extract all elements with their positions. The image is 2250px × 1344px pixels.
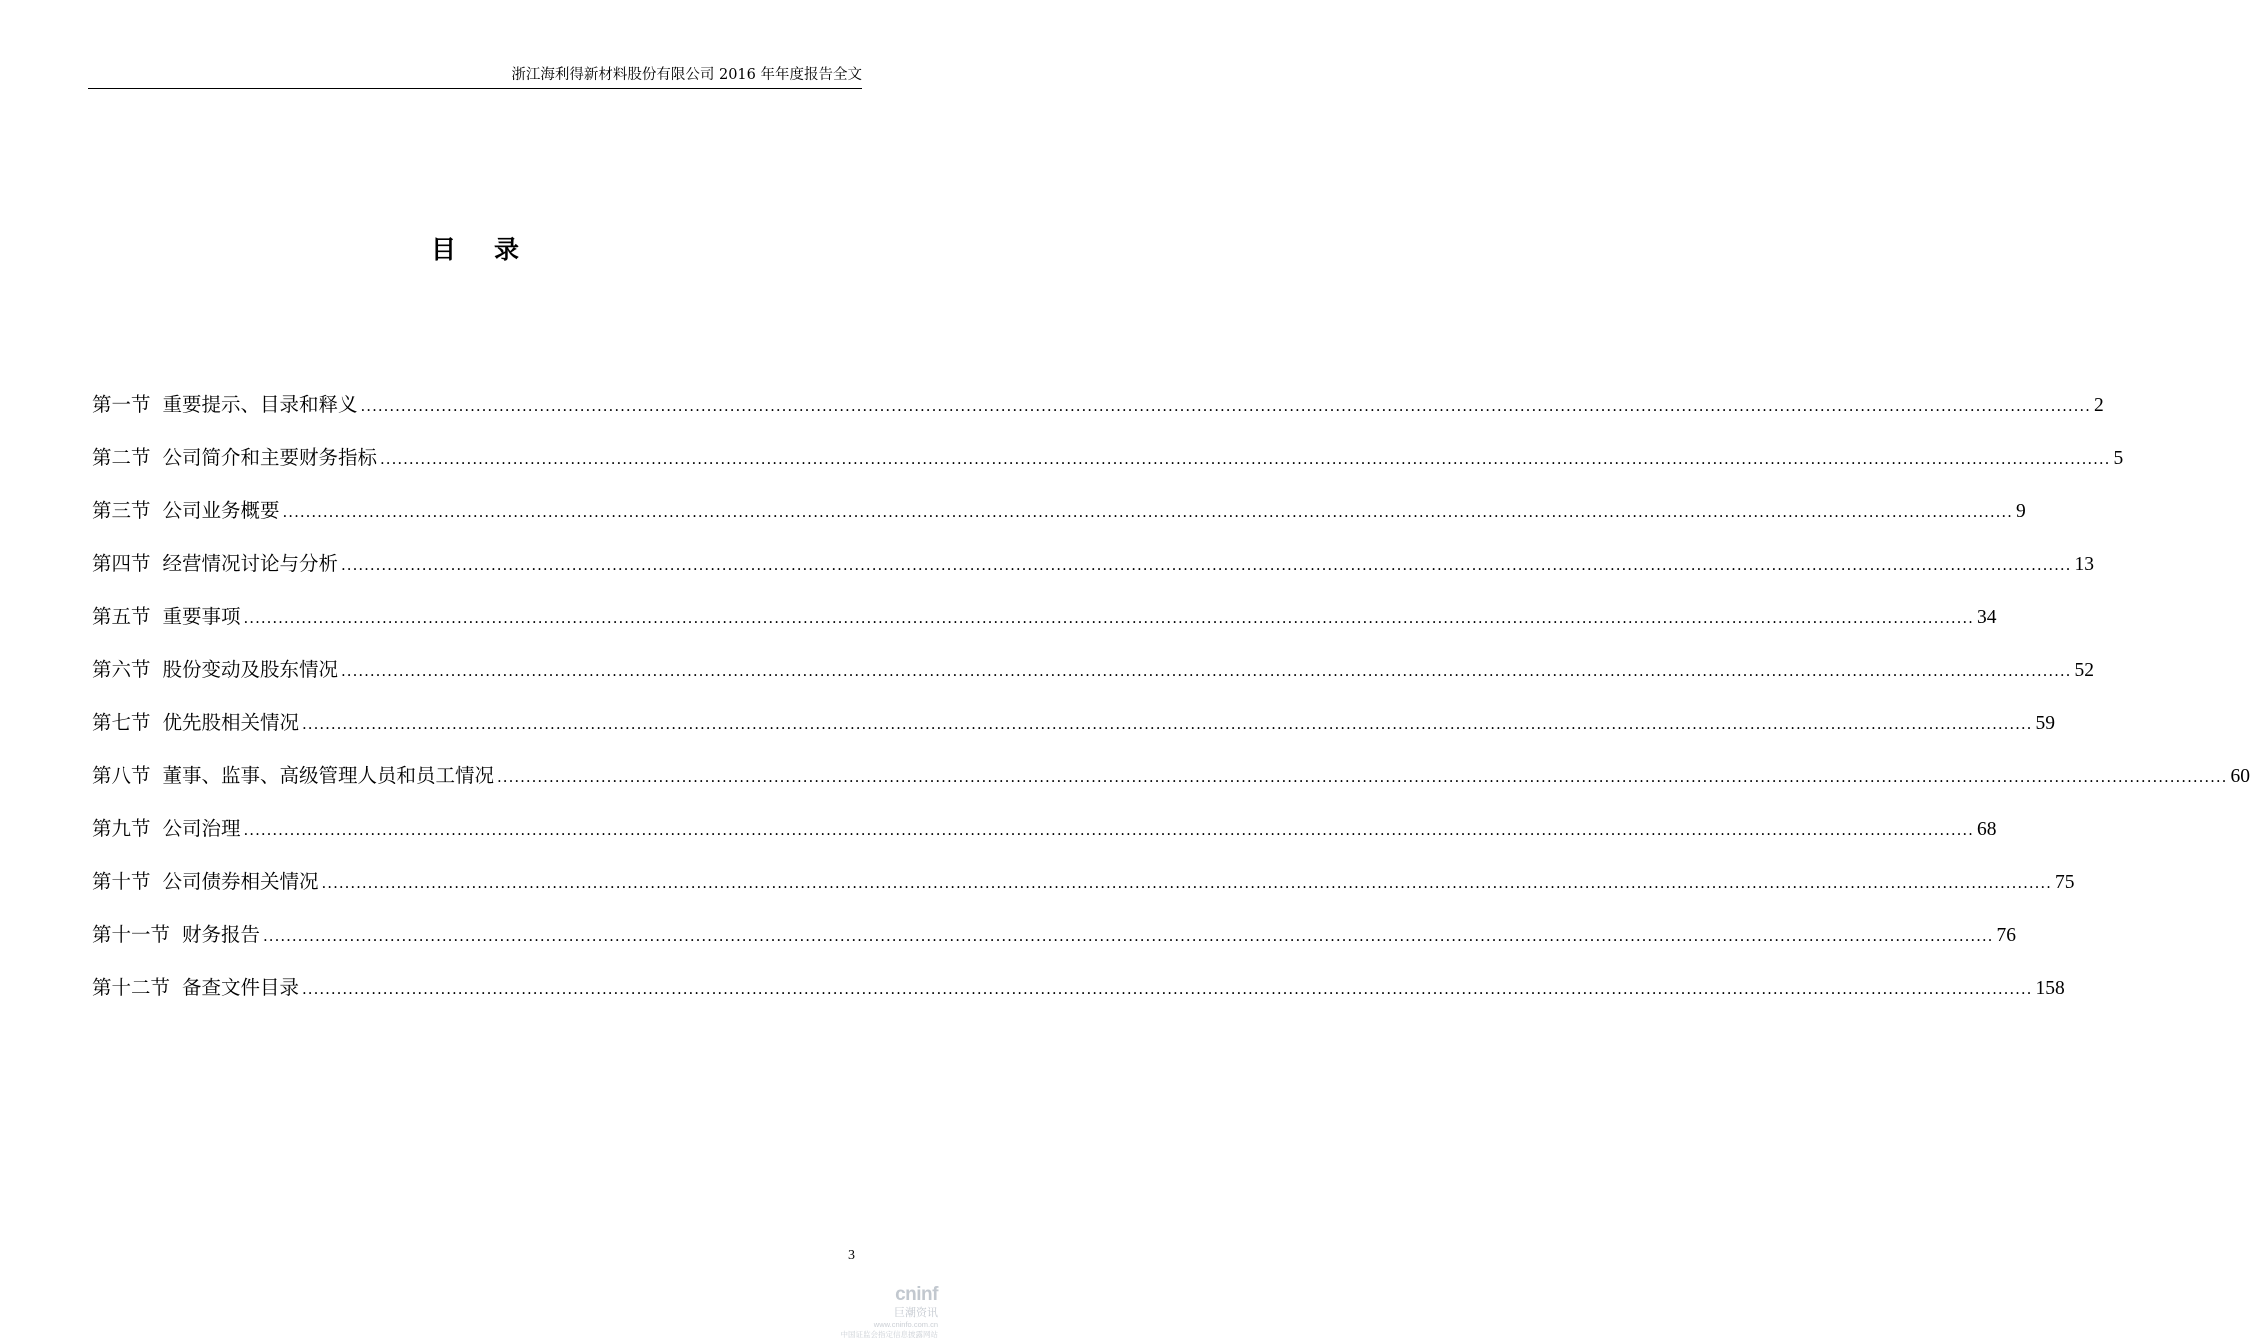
toc-section-number: 第一节 bbox=[92, 393, 151, 416]
toc-section-title: 财务报告 bbox=[182, 923, 261, 946]
table-of-contents bbox=[92, 389, 2250, 1025]
watermark-name: 巨潮资讯 bbox=[894, 1307, 938, 1319]
toc-page-number: 34 bbox=[1976, 607, 1997, 628]
toc-dot-leader: ............................................................................................................................................................................................................................................................................................................ bbox=[497, 768, 2228, 786]
toc-section-title: 董事、监事、高级管理人员和员工情况 bbox=[162, 764, 495, 787]
toc-section-number: 第三节 bbox=[92, 499, 151, 522]
toc-section-title: 公司业务概要 bbox=[162, 499, 280, 522]
toc-dot-leader: ............................................................................................................................................................................................................................................................................................................ bbox=[302, 715, 2033, 733]
toc-section-title: 重要事项 bbox=[162, 605, 241, 628]
toc-dot-leader: ............................................................................................................................................................................................................................................................................................................ bbox=[243, 609, 1974, 627]
toc-section-title: 公司债券相关情况 bbox=[162, 870, 319, 893]
toc-page-number: 9 bbox=[2015, 501, 2026, 522]
toc-page-number: 60 bbox=[2230, 766, 2250, 787]
toc-page-number: 158 bbox=[2035, 978, 2065, 999]
toc-section-title: 股份变动及股东情况 bbox=[162, 658, 339, 681]
toc-section-title: 重要提示、目录和释义 bbox=[162, 393, 358, 416]
toc-section-title: 经营情况讨论与分析 bbox=[162, 552, 339, 575]
toc-dot-leader: ............................................................................................................................................................................................................................................................................................................ bbox=[243, 821, 1974, 839]
toc-section-number: 第五节 bbox=[92, 605, 151, 628]
toc-row[interactable] bbox=[92, 601, 1997, 654]
toc-row[interactable] bbox=[92, 813, 1997, 866]
toc-section-number: 第七节 bbox=[92, 711, 151, 734]
cninfo-watermark-logo bbox=[838, 1284, 938, 1340]
toc-row[interactable] bbox=[92, 442, 2124, 495]
toc-row[interactable] bbox=[92, 707, 2055, 760]
toc-page-number: 59 bbox=[2035, 713, 2055, 734]
toc-section-number: 第十二节 bbox=[92, 976, 171, 999]
watermark-org: 中国证监会指定信息披露网站 bbox=[840, 1330, 938, 1339]
toc-dot-leader: ............................................................................................................................................................................................................................................................................................................ bbox=[360, 397, 2091, 415]
toc-page-number: 76 bbox=[1996, 925, 2016, 946]
toc-section-title: 优先股相关情况 bbox=[162, 711, 300, 734]
toc-section-number: 第十一节 bbox=[92, 923, 171, 946]
toc-page-number: 68 bbox=[1976, 819, 1997, 840]
toc-dot-leader: ............................................................................................................................................................................................................................................................................................................ bbox=[263, 927, 1994, 945]
toc-row[interactable] bbox=[92, 919, 2016, 972]
toc-page-number: 2 bbox=[2093, 395, 2104, 416]
toc-row[interactable] bbox=[92, 760, 2250, 813]
toc-section-number: 第二节 bbox=[92, 446, 151, 469]
toc-page-number: 5 bbox=[2113, 448, 2124, 469]
toc-dot-leader: ............................................................................................................................................................................................................................................................................................................ bbox=[321, 874, 2052, 892]
toc-dot-leader: ............................................................................................................................................................................................................................................................................................................ bbox=[302, 980, 2033, 998]
toc-section-number: 第九节 bbox=[92, 817, 151, 840]
toc-row[interactable] bbox=[92, 389, 2104, 442]
toc-section-number: 第十节 bbox=[92, 870, 151, 893]
toc-row[interactable] bbox=[92, 654, 2094, 707]
toc-row[interactable] bbox=[92, 866, 2075, 919]
page-number: 3 bbox=[848, 1248, 855, 1263]
toc-section-number: 第四节 bbox=[92, 552, 151, 575]
toc-row[interactable] bbox=[92, 495, 2026, 548]
toc-dot-leader: ............................................................................................................................................................................................................................................................................................................ bbox=[341, 556, 2072, 574]
toc-row[interactable] bbox=[92, 972, 2065, 1025]
toc-dot-leader: ............................................................................................................................................................................................................................................................................................................ bbox=[380, 450, 2111, 468]
header-text: 浙江海利得新材料股份有限公司 2016 年年度报告全文 bbox=[511, 67, 862, 83]
page-title: 目录 bbox=[430, 235, 557, 264]
toc-page-number: 75 bbox=[2054, 872, 2075, 893]
running-header bbox=[88, 66, 862, 89]
toc-section-number: 第八节 bbox=[92, 764, 151, 787]
toc-page-number: 52 bbox=[2074, 660, 2094, 681]
watermark-logo-text: cninf bbox=[895, 1284, 938, 1305]
toc-row[interactable] bbox=[92, 548, 2094, 601]
toc-section-number: 第六节 bbox=[92, 658, 151, 681]
toc-section-title: 公司简介和主要财务指标 bbox=[162, 446, 378, 469]
toc-dot-leader: ............................................................................................................................................................................................................................................................................................................ bbox=[341, 662, 2072, 680]
watermark-url: www.cninfo.com.cn bbox=[873, 1320, 938, 1329]
toc-page-number: 13 bbox=[2074, 554, 2094, 575]
toc-dot-leader: ............................................................................................................................................................................................................................................................................................................ bbox=[282, 503, 2013, 521]
toc-section-title: 备查文件目录 bbox=[182, 976, 300, 999]
toc-section-title: 公司治理 bbox=[162, 817, 241, 840]
